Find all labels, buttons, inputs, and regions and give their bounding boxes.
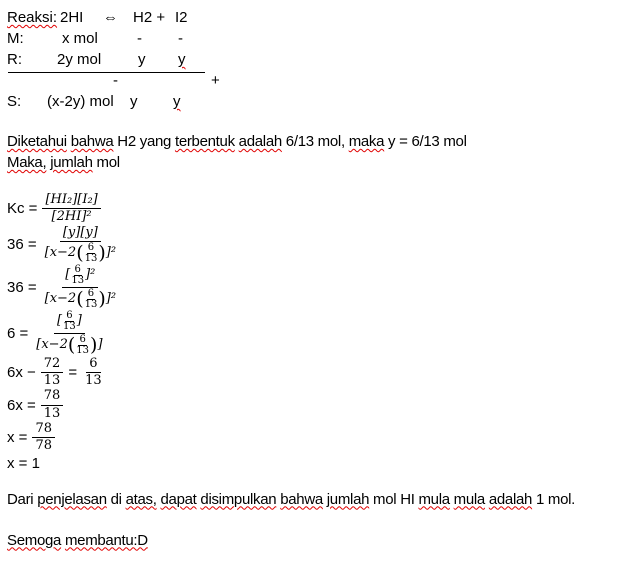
denominator-suffix: ]² xyxy=(105,291,117,307)
equation-block xyxy=(0,193,643,472)
word: mol xyxy=(443,133,467,150)
misspelled-word: adalah xyxy=(238,133,282,150)
misspelled-word: dapat xyxy=(160,490,197,508)
misspelled-word: penjelasan xyxy=(37,490,107,508)
misspelled-word: jumlah xyxy=(50,154,93,171)
fraction xyxy=(41,389,64,421)
reaction-row-change xyxy=(0,50,643,71)
misspelled-word: mula xyxy=(453,490,485,508)
equation-lhs: 6x = xyxy=(7,396,36,414)
fraction xyxy=(42,226,119,264)
word: di xyxy=(110,490,122,508)
denominator: 13 xyxy=(85,373,102,389)
word: 6/13 xyxy=(411,133,440,150)
word: mol xyxy=(373,490,397,508)
numerator: 6 xyxy=(79,333,86,345)
change-hi: 2y mol xyxy=(57,51,102,68)
misspelled-word: Semoga xyxy=(7,531,62,549)
misspelled-word: membantu:D xyxy=(64,531,148,549)
initial-hi: x mol xyxy=(62,30,98,47)
fraction xyxy=(42,265,119,310)
plus-operator: + xyxy=(211,72,220,89)
denominator: 13 xyxy=(76,344,90,356)
word: H2 xyxy=(117,133,136,150)
paragraph-maka-jumlah-mol xyxy=(0,152,643,173)
left-paren: ( xyxy=(76,241,84,264)
misspelled-word: atas, xyxy=(125,490,157,508)
numerator: 6 xyxy=(66,309,73,321)
fraction xyxy=(41,357,64,389)
product-formula-i2: I2 xyxy=(175,9,188,26)
paragraph-conclusion xyxy=(0,489,643,510)
equilibrium-h2: y xyxy=(130,93,138,110)
minus-operator: - xyxy=(113,72,118,89)
equilibrium-i2: y xyxy=(173,93,181,110)
word: Dari xyxy=(7,490,34,508)
equation-lhs: Kc = xyxy=(7,200,38,218)
numerator: 6 xyxy=(86,357,100,373)
misspelled-word: Maka, xyxy=(7,154,47,171)
denominator xyxy=(33,334,105,356)
equation-lhs: 6x − xyxy=(7,364,36,382)
initial-h2: - xyxy=(137,30,142,47)
equilibrium-arrow-icon: ⇔ xyxy=(103,9,118,26)
reaction-row-equilibrium xyxy=(0,92,643,113)
word: = xyxy=(399,133,408,150)
paragraph-closing xyxy=(0,530,643,551)
fraction xyxy=(32,422,55,454)
equation-x-fraction xyxy=(7,422,643,454)
numerator: 6 xyxy=(87,287,95,299)
left-paren: ( xyxy=(67,333,76,356)
equation-kc-definition xyxy=(7,193,643,225)
denominator: 13 xyxy=(71,274,85,286)
equation-36-first xyxy=(7,226,643,264)
fraction xyxy=(42,193,100,225)
right-paren: ) xyxy=(98,241,106,264)
denominator xyxy=(42,288,119,310)
word: 6/13 xyxy=(285,133,314,150)
row-m-label: M: xyxy=(7,30,24,47)
misspelled-word: disimpulkan xyxy=(200,490,277,508)
word: mol. xyxy=(547,490,576,508)
reaction-sum-row xyxy=(0,71,643,92)
numerator: 6 xyxy=(87,241,95,253)
numerator xyxy=(62,265,98,288)
equilibrium-hi: (x-2y) mol xyxy=(47,93,114,110)
word: mol xyxy=(96,154,120,171)
misspelled-word: adalah xyxy=(488,490,533,508)
equation-6x xyxy=(7,389,643,421)
numerator-suffix: ] xyxy=(76,313,82,329)
denominator: [2HI]² xyxy=(51,209,92,225)
left-paren: ( xyxy=(76,287,84,310)
fraction xyxy=(82,357,105,389)
equation-36-second xyxy=(7,265,643,310)
word: HI xyxy=(400,490,415,508)
sum-divider-line xyxy=(8,72,205,73)
nested-fraction xyxy=(75,335,90,356)
denominator-suffix: ] xyxy=(97,337,103,353)
equation-6 xyxy=(7,311,643,356)
reaction-row-equation xyxy=(0,8,643,29)
denominator: 13 xyxy=(84,252,98,264)
denominator xyxy=(42,242,119,264)
equation-6x-minus xyxy=(7,357,643,389)
misspelled-word: maka xyxy=(348,133,385,150)
equation-text: x = 1 xyxy=(7,454,40,472)
numerator: 78 xyxy=(32,422,55,438)
reaction-label: Reaksi: xyxy=(7,9,58,26)
denominator-prefix: [x−2 xyxy=(44,245,77,261)
row-r-label: R: xyxy=(7,51,22,68)
numerator: [HI₂][I₂] xyxy=(42,193,100,209)
nested-fraction xyxy=(84,243,99,264)
numerator xyxy=(54,311,85,334)
misspelled-word: bahwa xyxy=(70,133,114,150)
right-paren: ) xyxy=(98,287,106,310)
numerator: 6 xyxy=(74,263,81,275)
equation-lhs: 36 = xyxy=(7,278,37,296)
paragraph-given-info xyxy=(0,131,643,152)
denominator-prefix: [x−2 xyxy=(36,337,68,353)
equation-lhs: x = xyxy=(7,429,28,447)
reaction-table xyxy=(0,8,643,113)
denominator: 13 xyxy=(43,405,61,421)
equation-lhs: 6 = xyxy=(7,324,29,342)
denominator: 13 xyxy=(63,320,76,332)
denominator: 13 xyxy=(84,298,98,310)
equals-sign: = xyxy=(68,364,78,382)
product-formula-h2: H2 + xyxy=(133,9,166,26)
numerator-prefix: [ xyxy=(56,313,63,329)
numerator-suffix: ]² xyxy=(85,267,96,283)
reaction-row-initial xyxy=(0,29,643,50)
nested-fraction xyxy=(70,265,85,286)
nested-fraction xyxy=(84,289,99,310)
misspelled-word: jumlah xyxy=(326,490,370,508)
misspelled-word: bahwa xyxy=(280,490,323,508)
word: mol, xyxy=(317,133,345,150)
misspelled-word: mula xyxy=(418,490,450,508)
nested-fraction xyxy=(62,311,77,332)
misspelled-word: Diketahui xyxy=(7,133,67,150)
word: 1 xyxy=(535,490,545,508)
change-h2: y xyxy=(138,51,146,68)
misspelled-word: terbentuk xyxy=(174,133,235,150)
reactant-formula: 2HI xyxy=(60,9,84,26)
numerator: [y][y] xyxy=(60,226,101,242)
row-s-label: S: xyxy=(7,93,22,110)
numerator: 78 xyxy=(41,389,64,405)
initial-i2: - xyxy=(178,30,183,47)
denominator-prefix: [x−2 xyxy=(44,291,77,307)
word: y xyxy=(388,133,396,150)
denominator: 13 xyxy=(43,373,61,389)
right-paren: ) xyxy=(90,333,98,356)
equation-lhs: 36 = xyxy=(7,236,37,254)
denominator-suffix: ]² xyxy=(105,245,117,261)
change-i2: y xyxy=(178,51,186,68)
equation-x-result xyxy=(7,455,643,472)
numerator-prefix: [ xyxy=(65,267,71,283)
word: yang xyxy=(139,133,172,150)
numerator: 72 xyxy=(41,357,64,373)
fraction xyxy=(33,311,105,356)
denominator: 78 xyxy=(35,438,52,454)
